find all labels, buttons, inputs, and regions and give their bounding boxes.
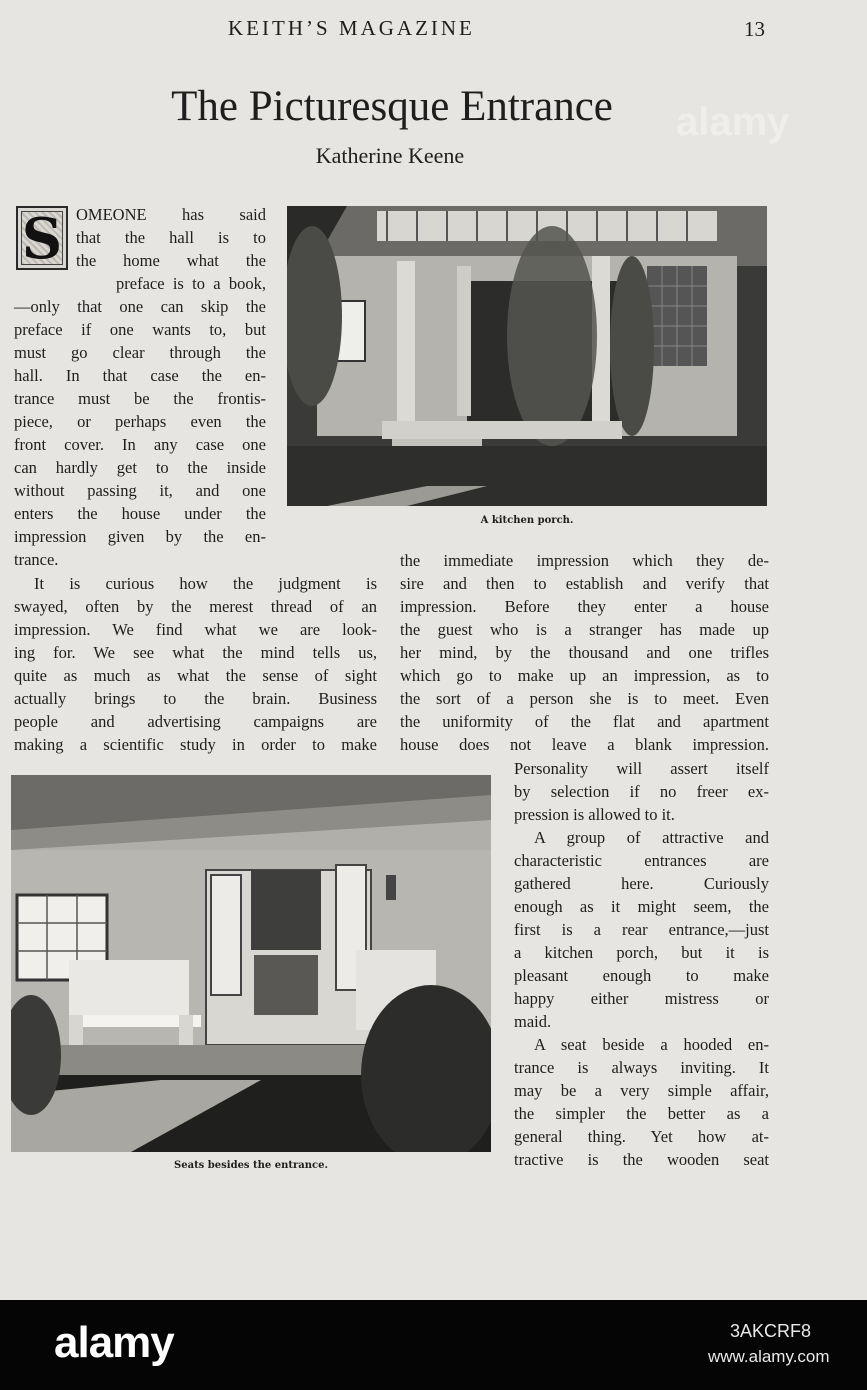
- text-line: the sort of a person she is to meet. Even: [400, 689, 769, 708]
- text-line: her mind, by the thousand and one trifles: [400, 643, 769, 662]
- text-line: Personality will assert itself: [514, 759, 769, 778]
- text-line: the uniformity of the flat and apartment: [400, 712, 769, 731]
- col1-top-paragraph: [14, 295, 266, 571]
- text-line: general thing. Yet how at-: [514, 1127, 769, 1146]
- text-line: gathered here. Curiously: [514, 874, 769, 893]
- caption-seats-entrance: Seats besides the entrance.: [174, 1160, 328, 1171]
- col1-dropcap-lines: [76, 203, 266, 272]
- text-line: preface is to a book,: [116, 274, 266, 293]
- text-line: enters the house under the: [14, 504, 266, 523]
- text-line: preface if one wants to, but: [14, 320, 266, 339]
- running-header: KEITH’S MAGAZINE: [228, 16, 475, 40]
- text-line: the home what the: [76, 251, 266, 270]
- seats-entrance-illustration: [11, 775, 491, 1152]
- text-line: without passing it, and one: [14, 481, 266, 500]
- text-line: piece, or perhaps even the: [14, 412, 266, 431]
- col1-dropcap-line4: [116, 272, 266, 295]
- text-line: pleasant enough to make: [514, 966, 769, 985]
- photo-seats-entrance: [11, 775, 491, 1152]
- photo-kitchen-porch: [287, 206, 767, 506]
- text-line: trance is always inviting. It: [514, 1058, 769, 1077]
- text-line: pression is allowed to it.: [514, 805, 675, 824]
- article-title: The Picturesque Entrance: [171, 83, 613, 130]
- stock-logo: alamy: [54, 1318, 174, 1367]
- text-line: can hardly get to the inside: [14, 458, 266, 477]
- text-line: people and advertising campaigns are: [14, 712, 377, 731]
- text-line: hall. In that case the en-: [14, 366, 266, 385]
- stock-watermark: alamy: [676, 100, 790, 144]
- text-line: enough as it might seem, the: [514, 897, 769, 916]
- text-line: that the hall is to: [76, 228, 266, 247]
- dropcap: [16, 206, 68, 270]
- text-line: tractive is the wooden seat: [514, 1150, 769, 1169]
- col3-paragraph: [514, 757, 769, 1171]
- text-line: the guest who is a stranger has made up: [400, 620, 769, 639]
- text-line: —only that one can skip the: [14, 297, 266, 316]
- article-author: Katherine Keene: [315, 143, 465, 168]
- col1-bottom-paragraph: [14, 572, 377, 756]
- col2-paragraph: [400, 549, 769, 756]
- text-line: It is curious how the judgment is: [34, 574, 377, 593]
- text-line: the simpler the better as a: [514, 1104, 769, 1123]
- kitchen-porch-illustration: [287, 206, 767, 506]
- dropcap-letter: S: [21, 206, 63, 272]
- stock-url: www.alamy.com: [708, 1347, 830, 1366]
- text-line: by selection if no freer ex-: [514, 782, 769, 801]
- text-line: making a scientific study in order to make: [14, 735, 377, 754]
- text-line: may be a very simple affair,: [514, 1081, 769, 1100]
- text-line: ing for. We see what the mind tells us,: [14, 643, 377, 662]
- text-line: impression. We find what we are look-: [14, 620, 377, 639]
- text-line: OMEONE has said: [76, 205, 266, 224]
- text-line: first is a rear entrance,—just: [514, 920, 769, 939]
- text-line: which go to make up an impression, as to: [400, 666, 769, 685]
- text-line: A group of attractive and: [534, 828, 769, 847]
- text-line: impression given by the en-: [14, 527, 266, 546]
- text-line: actually brings to the brain. Business: [14, 689, 377, 708]
- text-line: trance must be the frontis-: [14, 389, 266, 408]
- text-line: maid.: [514, 1012, 552, 1031]
- text-line: swayed, often by the merest thread of an: [14, 597, 377, 616]
- text-line: characteristic entrances are: [514, 851, 769, 870]
- text-line: the immediate impression which they de-: [400, 551, 769, 570]
- text-line: trance.: [14, 550, 59, 569]
- page-number: 13: [744, 17, 765, 41]
- text-line: front cover. In any case one: [14, 435, 266, 454]
- caption-kitchen-porch: A kitchen porch.: [480, 515, 574, 526]
- text-line: A seat beside a hooded en-: [534, 1035, 769, 1054]
- text-line: happy either mistress or: [514, 989, 769, 1008]
- stock-image-id: 3AKCRF8: [730, 1321, 812, 1341]
- text-line: a kitchen porch, but it is: [514, 943, 769, 962]
- text-line: impression. Before they enter a house: [400, 597, 769, 616]
- text-line: sire and then to establish and verify that: [400, 574, 769, 593]
- text-line: house does not leave a blank impression.: [400, 735, 769, 754]
- text-line: must go clear through the: [14, 343, 266, 362]
- text-line: quite as much as what the sense of sight: [14, 666, 377, 685]
